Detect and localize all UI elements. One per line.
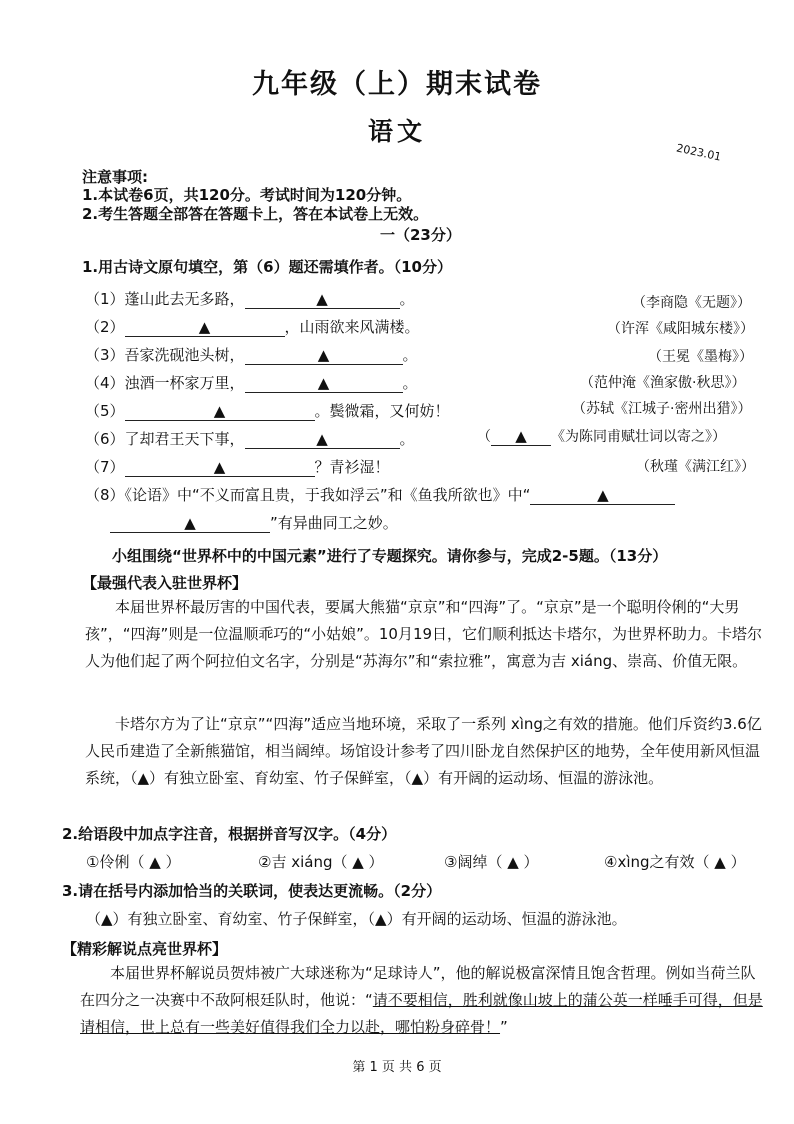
- source-3: （王冕《墨梅》）: [648, 349, 753, 365]
- q1-line-2-after: ，山雨欲来风满楼。: [284, 318, 420, 336]
- part2-quote: 请不要相信，胜利就像山坡上的蒲公英一样唾手可得，但是请相信，世上总有一些美好值得我们全力以赴，哪怕粉身碎骨！: [80, 991, 763, 1036]
- q3-prompt: 3.请在括号内添加恰当的关联词，使表达更流畅。（2分）: [62, 882, 442, 900]
- q1-blank-2[interactable]: [125, 318, 285, 337]
- q1-line-5-after: 。鬓微霜，又何妨！: [314, 402, 450, 420]
- q1-blank-4[interactable]: [245, 374, 403, 393]
- q1-line-1-before: （1）蓬山此去无多路，: [85, 290, 245, 308]
- blank-mark: ▲: [316, 290, 328, 308]
- q1-line-8: [85, 484, 675, 505]
- q1-line-6-before: （6）了却君王天下事，: [85, 430, 245, 448]
- q2-item-3: ③阔绰（ ▲ ）: [444, 853, 539, 871]
- q1-line-6: [85, 428, 415, 449]
- part1-paragraph-1: 本届世界杯最厉害的中国代表，要属大熊猫“京京”和“四海”了。“京京”是一个聪明伶俐的“大男孩”，“四海”则是一位温顺乖巧的“小姑娘”。10月19日，它们顺利抵达卡塔尔，为世界杯助力。卡塔尔人为他们起了两个阿拉伯文名字，分别是“苏海尔”和“索拉雅”，寓意为吉 xiáng、崇高、价值无限。: [85, 598, 763, 670]
- blank-mark: ▲: [213, 458, 226, 476]
- part2-text-c: ”: [500, 1018, 508, 1036]
- q1-line-1-after: 。: [399, 290, 415, 308]
- q1-line-4-after: 。: [402, 374, 418, 392]
- q1-blank-8a[interactable]: [530, 486, 675, 505]
- q1-line-6-after: 。: [399, 430, 415, 448]
- source-4: （范仲淹《渔家傲·秋思》）: [580, 375, 746, 391]
- source-1: （李商隐《无题》）: [632, 295, 751, 311]
- notes-item-1: 1.本试卷6页，共120分。考试时间为120分钟。: [82, 186, 412, 204]
- q1-prompt: 1.用古诗文原句填空，第（6）题还需填作者。（10分）: [82, 258, 452, 276]
- exam-title: 九年级（上）期末试卷: [252, 69, 542, 100]
- q1-blank-8b[interactable]: [110, 514, 270, 533]
- q1-line-4-before: （4）浊酒一杯家万里，: [85, 374, 245, 392]
- q1-line-7: [85, 456, 390, 477]
- q1-line-4: [85, 372, 418, 393]
- q1-line-8-cont-text: ”有异曲同工之妙。: [270, 514, 398, 532]
- source-7: （秋瑾《满江红》）: [636, 459, 755, 475]
- blank-mark: ▲: [316, 430, 328, 448]
- q1-line-8-before: （8）《论语》中“不义而富且贵，于我如浮云”和《鱼我所欲也》中“: [85, 486, 531, 504]
- q2-item-4: ④xìng之有效（ ▲ ）: [604, 853, 746, 871]
- q1-line-3: [85, 344, 418, 365]
- q1-blank-6[interactable]: [245, 430, 400, 449]
- q1-line-1: [85, 288, 415, 309]
- q1-line-5-before: （5）: [85, 402, 125, 420]
- source-6: [477, 426, 726, 446]
- part2-heading: 【精彩解说点亮世界杯】: [62, 940, 228, 958]
- q1-line-2: [85, 316, 420, 337]
- blank-mark: ▲: [317, 346, 330, 364]
- notes-item-2: 2.考生答题全部答在答题卡上，答在本试卷上无效。: [82, 205, 429, 223]
- part2-paragraph: [80, 960, 770, 1041]
- part1-heading: 【最强代表入驻世界杯】: [82, 574, 248, 592]
- q1-line-3-before: （3）吾家洗砚池头树，: [85, 346, 245, 364]
- q2-item-1: ①伶俐（ ▲ ）: [86, 853, 181, 871]
- q2-item-2: ②吉 xiáng（ ▲ ）: [258, 853, 384, 871]
- q2-prompt: 2.给语段中加点字注音，根据拼音写汉字。（4分）: [62, 825, 397, 843]
- q1-blank-1[interactable]: [245, 290, 400, 309]
- section-label: 一（23分）: [380, 226, 461, 244]
- blank-mark: ▲: [213, 402, 226, 420]
- blank-mark: ▲: [184, 514, 196, 532]
- subject-title: 语文: [367, 117, 426, 146]
- source-6-text: 《为陈同甫赋壮词以寄之》）: [551, 429, 726, 445]
- notes-heading: 注意事项:: [82, 168, 148, 186]
- page-footer: 第 1 页 共 6 页: [352, 1060, 442, 1075]
- blank-mark: ▲: [597, 486, 609, 504]
- q1-line-3-after: 。: [402, 346, 418, 364]
- q1-author-blank[interactable]: [491, 427, 551, 446]
- exam-date: 2023.01: [675, 141, 723, 164]
- q1-blank-3[interactable]: [245, 346, 403, 365]
- blank-mark: ▲: [198, 318, 211, 336]
- q1-line-8-cont: [110, 512, 398, 533]
- q1-blank-7[interactable]: [125, 458, 315, 477]
- group-intro: 小组围绕“世界杯中的中国元素”进行了专题探究。请你参与，完成2-5题。（13分）: [112, 547, 668, 565]
- q1-line-2-before: （2）: [85, 318, 125, 336]
- blank-mark: ▲: [317, 374, 330, 392]
- source-5: （苏轼《江城子·密州出猎》）: [572, 401, 752, 417]
- q1-blank-5[interactable]: [125, 402, 315, 421]
- q3-line: （▲）有独立卧室、育幼室、竹子保鲜室，（▲）有开阔的运动场、恒温的游泳池。: [86, 910, 627, 928]
- q1-line-5: [85, 400, 450, 421]
- source-6-open: （: [477, 429, 491, 445]
- source-2: （许浑《咸阳城东楼》）: [607, 321, 754, 337]
- blank-mark: ▲: [515, 427, 527, 445]
- part1-paragraph-2: 卡塔尔方为了让“京京”“四海”适应当地环境，采取了一系列 xìng之有效的措施。他们斥资约3.6亿人民币建造了全新熊猫馆，相当阔绰。场馆设计参考了四川卧龙自然保护区的地势，全年使用新风恒温系统，（▲）有独立卧室、育幼室、竹子保鲜室，（▲）有开阔的运动场、恒温的游泳池。: [85, 715, 762, 787]
- part2-text-a: 本届世界杯解说员贺炜被广大球迷称为“足球诗人”，他的解说极富深情且饱含哲理。例如当荷兰队在四分之一决赛中不敌阿根廷队时，他说：“: [80, 964, 756, 1009]
- q1-line-7-after: ？青衫湿！: [314, 458, 390, 476]
- q1-line-7-before: （7）: [85, 458, 125, 476]
